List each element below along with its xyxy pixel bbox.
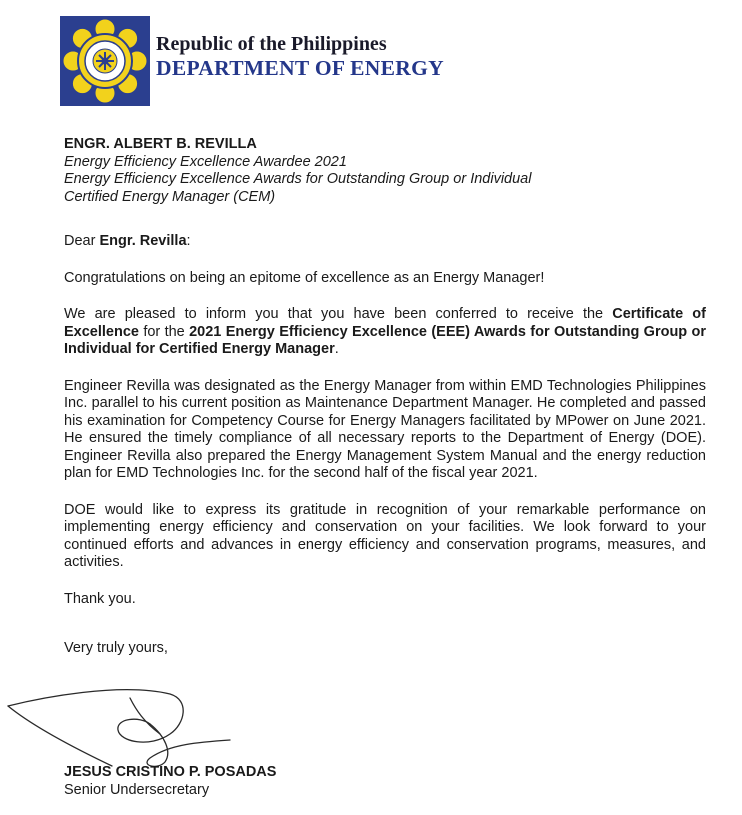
thank-you-line: Thank you. — [64, 590, 136, 607]
handwritten-signature — [0, 676, 260, 776]
republic-heading: Republic of the Philippines — [156, 33, 387, 55]
addressee-line: Certified Energy Manager (CEM) — [64, 188, 276, 205]
addressee-line: Energy Efficiency Excellence Awardee 2021 — [64, 153, 347, 170]
signatory-block — [64, 764, 276, 799]
certificate-name: Certificate of Excellence — [64, 306, 706, 340]
conferred-text-1: We are pleased to inform you that you have been conferred to receive the — [64, 306, 613, 322]
salutation-prefix: Dear — [64, 233, 100, 249]
addressee-line: Energy Efficiency Excellence Awards for Outstanding Group or Individual — [64, 171, 532, 187]
details-paragraph: Engineer Revilla was designated as the Energy Manager from within EMD Technologies Philippines Inc. parallel to his current position as Maintenance Department Manager. He completed and passed his examination for Competency Course for Energy Managers facilitated by MPower on June 2021. He ensured the timely compliance of all necessary reports to the Department of Energy (DOE). Engineer Revilla also prepared the Energy Management System Manual and the energy reduction plan for EMD Technologies Inc. for the second half of the fiscal year 2021. — [64, 377, 706, 481]
salutation-suffix: : — [186, 233, 191, 249]
addressee-name: ENGR. ALBERT B. REVILLA — [64, 136, 257, 152]
award-name: 2021 Energy Efficiency Excellence (EEE) Awards for Outstanding Group or Individual for Certified Energy Manager — [64, 323, 706, 357]
gratitude-paragraph: DOE would like to express its gratitude in recognition of your remarkable performance on implementing energy efficiency and conservation on your facilities. We look forward to your continued efforts and advances in energy efficiency and conservation programs, measures, and activities. — [64, 501, 706, 570]
department-heading: DEPARTMENT OF ENERGY — [156, 56, 444, 80]
congratulations-paragraph: Congratulations on being an epitome of excellence as an Energy Manager! — [64, 269, 545, 286]
salutation — [64, 233, 706, 251]
addressee-block — [64, 136, 706, 206]
doe-seal-logo — [60, 16, 150, 106]
closing-line: Very truly yours, — [64, 640, 168, 656]
letterhead — [60, 16, 500, 108]
organization-name — [156, 33, 444, 81]
letter-body — [64, 136, 706, 658]
conferred-paragraph — [64, 306, 706, 359]
salutation-name: Engr. Revilla — [99, 233, 187, 249]
conferred-text-2: for the — [138, 323, 190, 340]
signatory-name: JESUS CRISTINO P. POSADAS — [64, 764, 277, 780]
conferred-text-3: . — [334, 341, 339, 357]
signatory-title: Senior Undersecretary — [64, 781, 210, 798]
